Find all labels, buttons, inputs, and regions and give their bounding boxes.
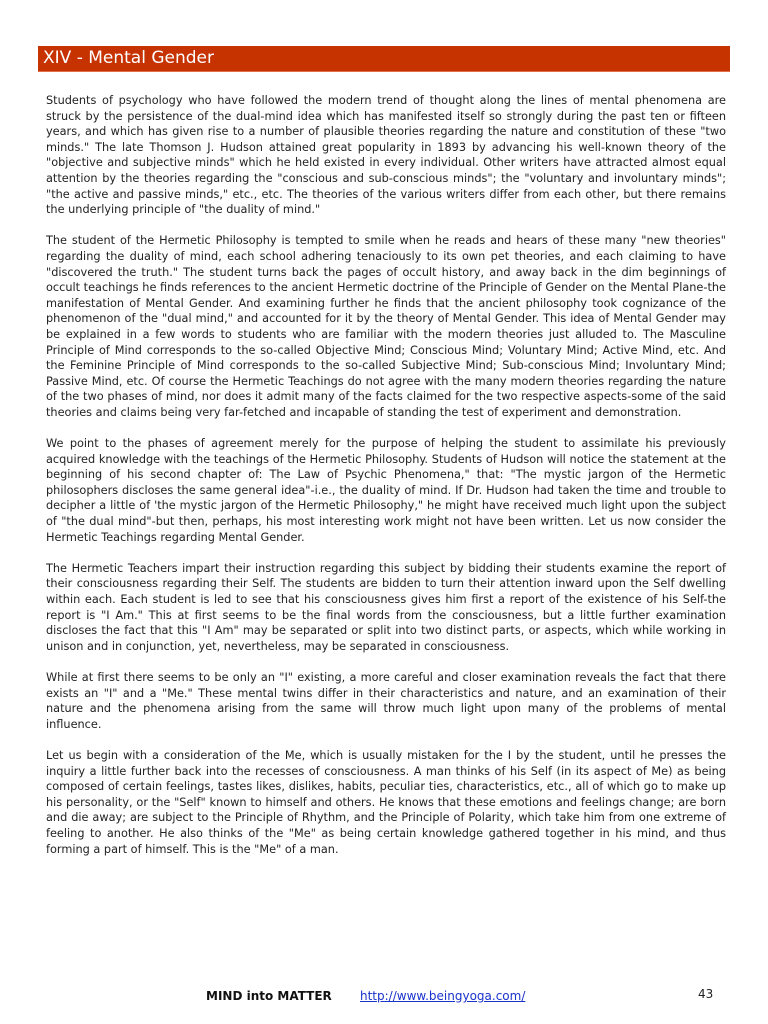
footer-brand: MIND into MATTER bbox=[206, 989, 332, 1003]
paragraph: Students of psychology who have followed the modern trend of thought along the lines of mental phenomena are struck by the persistence of the dual-mind idea which has manifested itself so strongly during the past ten or fifteen years, and which has given rise to a number of plausible theories regarding the nature and constitution of these "two minds." The late Thomson J. Hudson attained great popularity in 1893 by advancing his well-known theory of the "objective and subjective minds" which he held existed in every individual. Other writers have attracted almost equal attention by the theories regarding the "conscious and sub-conscious minds"; the "voluntary and involuntary minds"; "the active and passive minds," etc., etc. The theories of the various writers differ from each other, but there remains the underlying principle of "the duality of mind." bbox=[46, 94, 726, 217]
chapter-header bbox=[38, 46, 730, 72]
page-number: 43 bbox=[698, 987, 714, 1001]
footer-website-link[interactable]: http://www.beingyoga.com/ bbox=[360, 989, 526, 1003]
paragraph: We point to the phases of agreement merely for the purpose of helping the student to assimilate his previously acquired knowledge with the teachings of the Hermetic Philosophy. Students of Hudson will notice the statement at the beginning of his second chapter of: The Law of Psychic Phenomena," that: "The mystic jargon of the Hermetic philosophers discloses the same general idea"-i.e., the duality of mind. If Dr. Hudson had taken the time and trouble to decipher a little of 'the mystic jargon of the Hermetic Philosophy," he might have received much light upon the subject of "the dual mind"-but then, perhaps, his most interesting work might not have been written. Let us now consider the Hermetic Teachings regarding Mental Gender. bbox=[46, 437, 726, 544]
paragraph: The Hermetic Teachers impart their instruction regarding this subject by bidding their students examine the report of their consciousness regarding their Self. The students are bidden to turn their attention inward upon the Self dwelling within each. Each student is led to see that his consciousness gives him first a report of the existence of his Self-the report is "I Am." This at first seems to be the final words from the consciousness, but a little further examination discloses the fact that this "I Am" may be separated or split into two distinct parts, or aspects, which while working in unison and in conjunction, yet, nevertheless, may be separated in consciousness. bbox=[46, 561, 726, 653]
document-body bbox=[46, 93, 726, 873]
paragraph: The student of the Hermetic Philosophy is tempted to smile when he reads and hears of these many "new theories" regarding the duality of mind, each school adhering tenaciously to its own pet theories, and each claiming to have "discovered the truth." The student turns back the pages of occult history, and away back in the dim beginnings of occult teachings he finds references to the ancient Hermetic doctrine of the Principle of Gender on the Mental Plane-the manifestation of Mental Gender. And examining further he finds that the ancient philosophy took cognizance of the phenomenon of the "dual mind," and accounted for it by the theory of Mental Gender. This idea of Mental Gender may be explained in a few words to students who are familiar with the modern theories just alluded to. The Masculine Principle of Mind corresponds to the so-called Objective Mind; Conscious Mind; Voluntary Mind; Active Mind, etc. And the Feminine Principle of Mind corresponds to the so-called Subjective Mind; Sub-conscious Mind; Involuntary Mind; Passive Mind, etc. Of course the Hermetic Teachings do not agree with the many modern theories regarding the nature of the two phases of mind, nor does it admit many of the facts claimed for the two respective aspects-some of the said theories and claims being very far-fetched and incapable of standing the test of experiment and demonstration. bbox=[46, 234, 726, 419]
paragraph: Let us begin with a consideration of the Me, which is usually mistaken for the I by the student, until he presses the inquiry a little further back into the recesses of consciousness. A man thinks of his Self (in its aspect of Me) as being composed of certain feelings, tastes likes, dislikes, habits, peculiar ties, characteristics, etc., all of which go to make up his personality, or the "Self" known to himself and others. He knows that these emotions and feelings change; are born and die away; are subject to the Principle of Rhythm, and the Principle of Polarity, which take him from one extreme of feeling to another. He also thinks of the "Me" as being certain knowledge gathered together in his mind, and thus forming a part of himself. This is the "Me" of a man. bbox=[46, 748, 726, 856]
paragraph: While at first there seems to be only an "I" existing, a more careful and closer examination reveals the fact that there exists an "I" and a "Me." These mental twins differ in their characteristics and nature, and an examination of their nature and the phenomena arising from the same will throw much light upon many of the problems of mental influence. bbox=[46, 670, 726, 731]
page-footer bbox=[0, 989, 768, 1009]
chapter-title: XIV - Mental Gender bbox=[43, 48, 214, 68]
